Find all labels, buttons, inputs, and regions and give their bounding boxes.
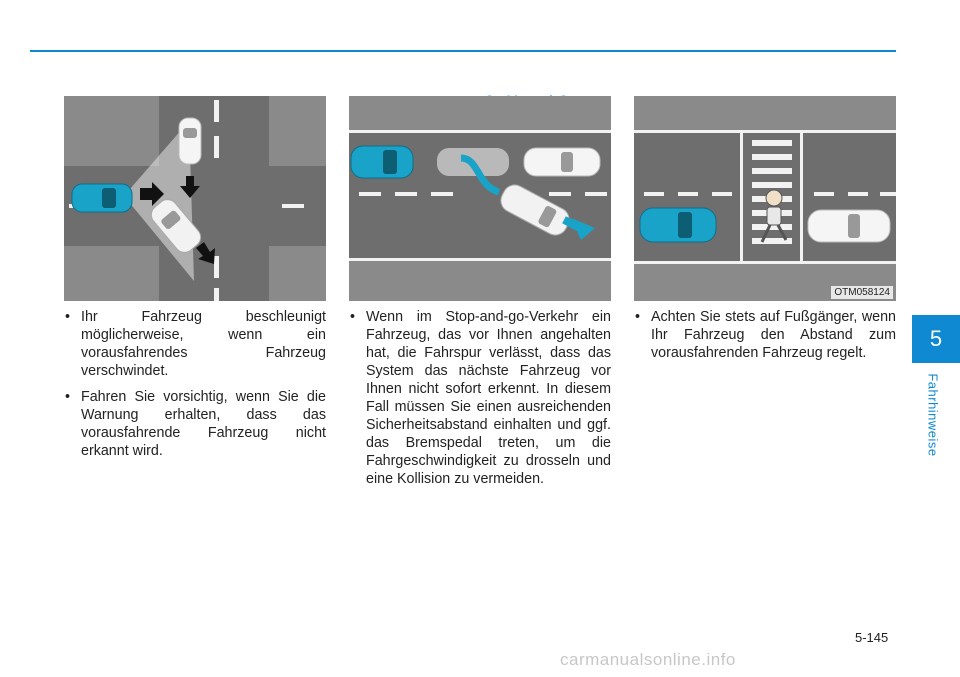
figure-pedestrian [634, 96, 896, 301]
header-rule [30, 50, 896, 52]
column-1 [62, 308, 326, 468]
chapter-title-text: Fahrhinweise [925, 373, 941, 457]
chapter-title [922, 370, 944, 460]
figure-code: OTM058124 [831, 286, 893, 299]
page-number: 5-145 [855, 630, 889, 645]
column-3 [632, 308, 896, 370]
figure-stop-and-go [349, 96, 611, 301]
watermark-bottom: carmanualsonline.info [560, 650, 736, 669]
bullet-item: • Wenn im Stop-and-go-Verkehr ein Fahrzeug, das vor Ihnen angehalten hat, die Fahrspur verlässt, dass das System das nächste Fahrzeug vor Ihnen nicht sofort erkennt. In diesem Fall müssen Sie einen ausreichenden Sicherheitsabstand einhalten und ggf. das Bremspedal treten, um die Fahrgeschwindigkeit zu drosseln und eine Kollision zu vermeiden. [347, 308, 611, 488]
bullet-item: • Fahren Sie vorsichtig, wenn Sie die Warnung erhalten, dass das vorausfahrende Fahrzeug nicht erkannt wird. [62, 388, 326, 460]
chapter-number-tab: 5 [912, 315, 960, 363]
column-2 [347, 308, 611, 496]
bullet-item: • Ihr Fahrzeug beschleunigt möglicherweise, wenn ein vorausfahrendes Fahrzeug verschwindet. [62, 308, 326, 380]
figure-intersection [64, 96, 326, 301]
bullet-item: • Achten Sie stets auf Fußgänger, wenn Ihr Fahrzeug den Abstand zum vorausfahrenden Fahrzeug regelt. [632, 308, 896, 362]
